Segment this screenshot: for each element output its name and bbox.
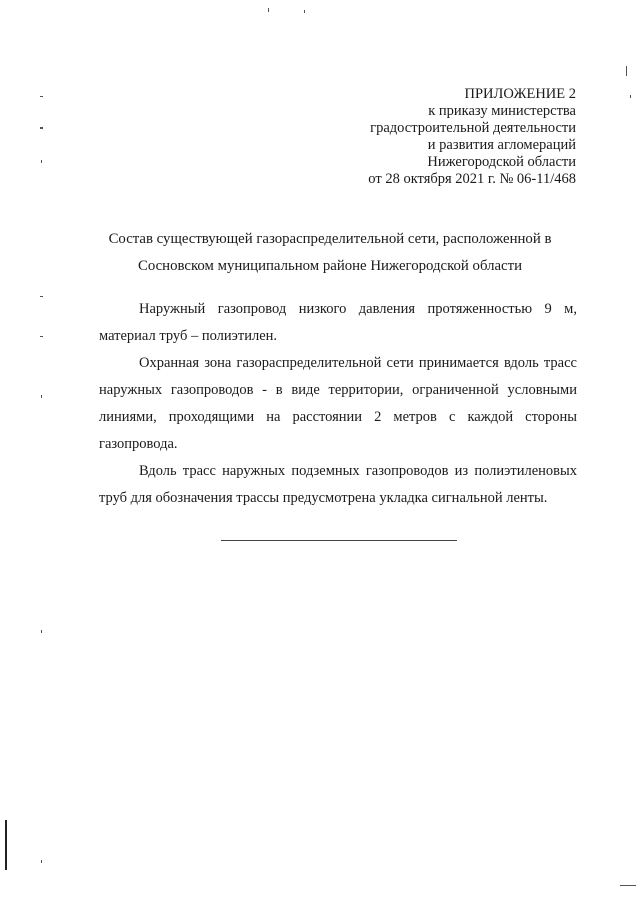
- scan-artifact: [630, 95, 631, 98]
- scan-artifact: [41, 860, 42, 863]
- appendix-region-line: Нижегородской области: [427, 154, 576, 170]
- scan-edge: [5, 820, 7, 870]
- appendix-header: [276, 86, 576, 188]
- separator-line: [221, 540, 457, 541]
- scan-artifact: [40, 127, 43, 129]
- appendix-ministry-line: градостроительной деятельности: [370, 120, 576, 136]
- scan-artifact: [40, 336, 43, 337]
- appendix-number: ПРИЛОЖЕНИЕ 2: [464, 86, 576, 102]
- title-line-1: Состав существующей газораспределительной сети, расположенной в: [108, 231, 552, 247]
- document-title: [80, 226, 580, 280]
- paragraph-protection-zone: Охранная зона газораспределительной сети принимается вдоль трасс наружных газопроводов - в виде территории, ограниченной условными линиями, проходящими на расстоянии 2 метров с каждой стороны газопровода.: [99, 355, 577, 452]
- scan-artifact: [304, 10, 305, 13]
- appendix-order-line: к приказу министерства: [428, 103, 576, 119]
- paragraph-signal-tape: Вдоль трасс наружных подземных газопроводов из полиэтиленовых труб для обозначения трассы предусмотрена укладка сигнальной ленты.: [99, 463, 577, 506]
- paragraph-pipeline: Наружный газопровод низкого давления протяженностью 9 м, материал труб – полиэтилен.: [99, 301, 577, 344]
- scan-artifact: [626, 66, 627, 76]
- scan-artifact: [40, 296, 43, 297]
- appendix-ministry-line-2: и развития агломераций: [427, 137, 576, 153]
- scan-artifact: [41, 630, 42, 633]
- document-body: [99, 296, 577, 512]
- scan-artifact: [40, 96, 43, 97]
- appendix-date-number: от 28 октября 2021 г. № 06-11/468: [368, 171, 576, 187]
- scan-artifact: [268, 8, 269, 12]
- scan-artifact: [41, 395, 42, 398]
- scan-artifact: [41, 160, 42, 163]
- scan-artifact: [620, 885, 636, 886]
- title-line-2: Сосновском муниципальном районе Нижегородской области: [137, 258, 523, 274]
